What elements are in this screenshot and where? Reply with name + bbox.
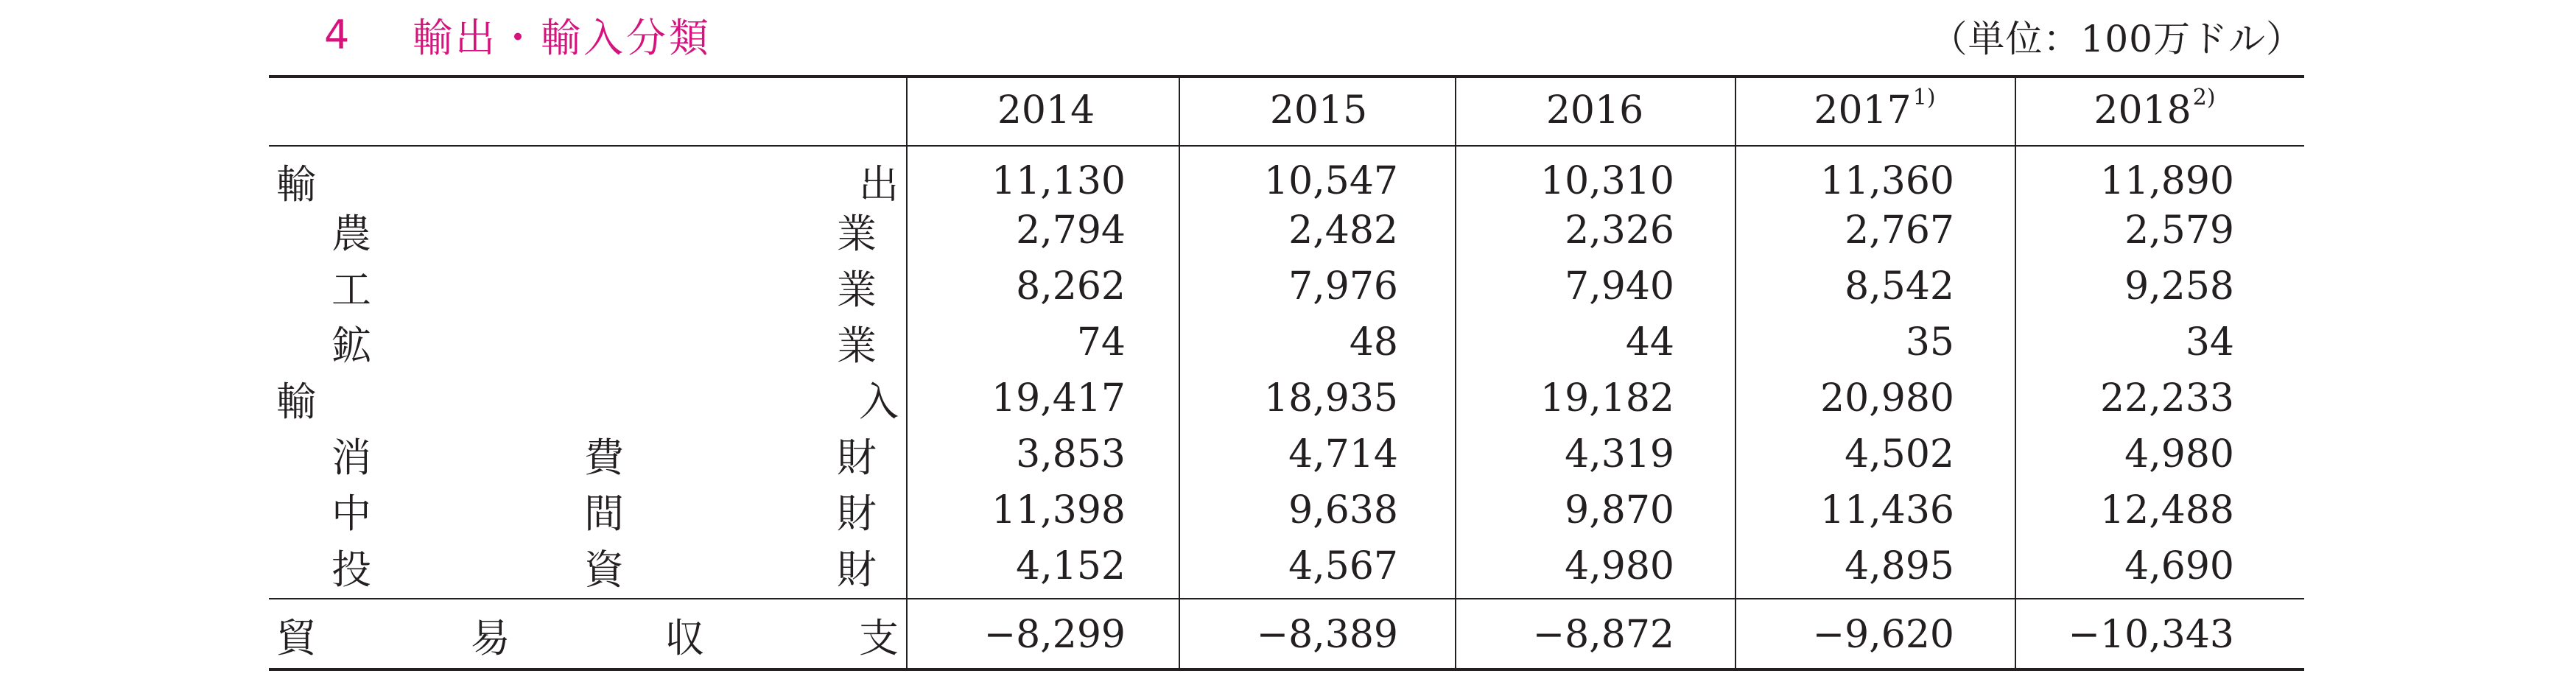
row-label-char: 財 xyxy=(837,546,877,593)
table-cell-value: 8,542 xyxy=(1845,264,1954,309)
row-label-char: 資 xyxy=(584,546,624,593)
table-cell-value: 11,890 xyxy=(2100,159,2234,203)
table-cell-value: 12,488 xyxy=(2100,488,2234,532)
row-label xyxy=(331,482,877,538)
header-year-label: 2018 xyxy=(2094,88,2191,133)
row-label xyxy=(276,607,899,663)
table-cell-value: 10,310 xyxy=(1540,159,1674,203)
row-label-char: 業 xyxy=(837,266,877,313)
table-cell-value: 10,547 xyxy=(1264,159,1398,203)
table-cell-value: −9,620 xyxy=(1812,613,1954,657)
row-label xyxy=(331,314,877,370)
table-cell-value: −8,299 xyxy=(983,613,1126,657)
header-year-label: 2016 xyxy=(1545,88,1644,133)
header-footnote-mark: 2) xyxy=(2192,84,2216,110)
table-cell-value: 4,567 xyxy=(1288,544,1398,588)
table-cell-value: 34 xyxy=(2185,320,2234,365)
header-year-label: 2015 xyxy=(1269,88,1368,133)
row-label xyxy=(331,258,877,314)
table-cell-value: 9,258 xyxy=(2124,264,2234,309)
header-year-label: 2017 xyxy=(1814,88,1912,133)
row-label-char: 業 xyxy=(837,322,877,369)
table-cell-value: −10,343 xyxy=(2068,613,2234,657)
table-cell-value: 11,398 xyxy=(992,488,1126,532)
row-label-char: 貿 xyxy=(276,614,316,661)
table-row xyxy=(269,203,2304,258)
row-label-char: 投 xyxy=(331,546,371,593)
table-cell-value: 3,853 xyxy=(1016,432,1126,476)
table-cell-value: 35 xyxy=(1905,320,1954,365)
row-label-char: 輸 xyxy=(276,378,316,425)
table-row xyxy=(269,314,2304,370)
table-cell-value: 7,940 xyxy=(1565,264,1674,309)
row-label xyxy=(331,538,877,594)
bottom-rule xyxy=(269,668,2304,671)
row-label-char: 支 xyxy=(858,614,899,661)
row-label-char: 中 xyxy=(331,490,371,537)
row-label xyxy=(331,426,877,482)
table-cell-value: 20,980 xyxy=(1820,376,1954,421)
row-label-char: 出 xyxy=(859,161,899,208)
table-number: 4 xyxy=(324,11,350,58)
table-cell-value: 2,794 xyxy=(1016,208,1126,253)
header-rule xyxy=(269,145,2304,147)
header-year xyxy=(1736,82,2013,138)
table-cell-value: 4,980 xyxy=(2124,432,2234,476)
table-row xyxy=(269,482,2304,538)
table-cell-value: 2,579 xyxy=(2124,208,2234,253)
row-label xyxy=(276,370,899,426)
row-label-char: 収 xyxy=(664,614,705,661)
table-cell-value: 4,152 xyxy=(1016,544,1126,588)
table-cell-value: 4,980 xyxy=(1565,544,1674,588)
table-row xyxy=(269,258,2304,314)
row-label xyxy=(331,203,877,258)
table-cell-value: 74 xyxy=(1076,320,1126,365)
balance-row xyxy=(269,607,2304,663)
row-label-char: 農 xyxy=(331,210,371,257)
table-cell-value: 4,319 xyxy=(1565,432,1674,476)
table-cell-value: 22,233 xyxy=(2100,376,2234,421)
table-title xyxy=(324,9,712,60)
table-cell-value: 4,690 xyxy=(2124,544,2234,588)
table-cell-value: 9,870 xyxy=(1565,488,1674,532)
table-cell-value: 2,326 xyxy=(1565,208,1674,253)
table-cell-value: 4,895 xyxy=(1845,544,1954,588)
header-year xyxy=(2016,82,2293,138)
table-row xyxy=(269,153,2304,209)
row-label-char: 財 xyxy=(837,434,877,481)
table-cell-value: 9,638 xyxy=(1288,488,1398,532)
table-cell-value: 48 xyxy=(1349,320,1398,365)
row-label xyxy=(276,153,899,209)
table-cell-value: 18,935 xyxy=(1264,376,1398,421)
header-row xyxy=(269,82,2304,138)
table-row xyxy=(269,426,2304,482)
table-cell-value: 11,436 xyxy=(1820,488,1954,532)
unit-note: （単位：100万ドル） xyxy=(1930,18,2303,60)
header-year xyxy=(1456,82,1733,138)
row-label-char: 財 xyxy=(837,490,877,537)
header-year-label: 2014 xyxy=(997,88,1095,133)
table-row xyxy=(269,538,2304,594)
table-row xyxy=(269,370,2304,426)
header-year xyxy=(1180,82,1457,138)
row-label-char: 費 xyxy=(584,434,624,481)
table-cell-value: 8,262 xyxy=(1016,264,1126,309)
table-cell-value: 11,360 xyxy=(1820,159,1954,203)
row-label-char: 間 xyxy=(584,490,624,537)
row-label-char: 入 xyxy=(859,378,899,425)
table-cell-value: −8,872 xyxy=(1532,613,1674,657)
table-cell-value: 19,417 xyxy=(992,376,1126,421)
table-cell-value: 19,182 xyxy=(1540,376,1674,421)
table-cell-value: 7,976 xyxy=(1288,264,1398,309)
table-cell-value: 4,502 xyxy=(1845,432,1954,476)
row-label-char: 工 xyxy=(331,266,371,313)
top-rule xyxy=(269,75,2304,78)
table-cell-value: 4,714 xyxy=(1288,432,1398,476)
balance-rule xyxy=(269,598,2304,599)
table-title-text: 輸出・輸入分類 xyxy=(413,14,712,61)
table-cell-value: 2,482 xyxy=(1288,208,1398,253)
row-label-char: 消 xyxy=(331,434,371,481)
table-cell-value: 2,767 xyxy=(1845,208,1954,253)
table-cell-value: −8,389 xyxy=(1256,613,1398,657)
table-cell-value: 44 xyxy=(1625,320,1674,365)
row-label-char: 易 xyxy=(470,614,510,661)
row-label-char: 鉱 xyxy=(331,322,371,369)
table-cell-value: 11,130 xyxy=(992,159,1126,203)
row-label-char: 輸 xyxy=(276,161,316,208)
row-label-char: 業 xyxy=(837,210,877,257)
header-footnote-mark: 1) xyxy=(1912,84,1936,110)
header-year xyxy=(908,82,1185,138)
